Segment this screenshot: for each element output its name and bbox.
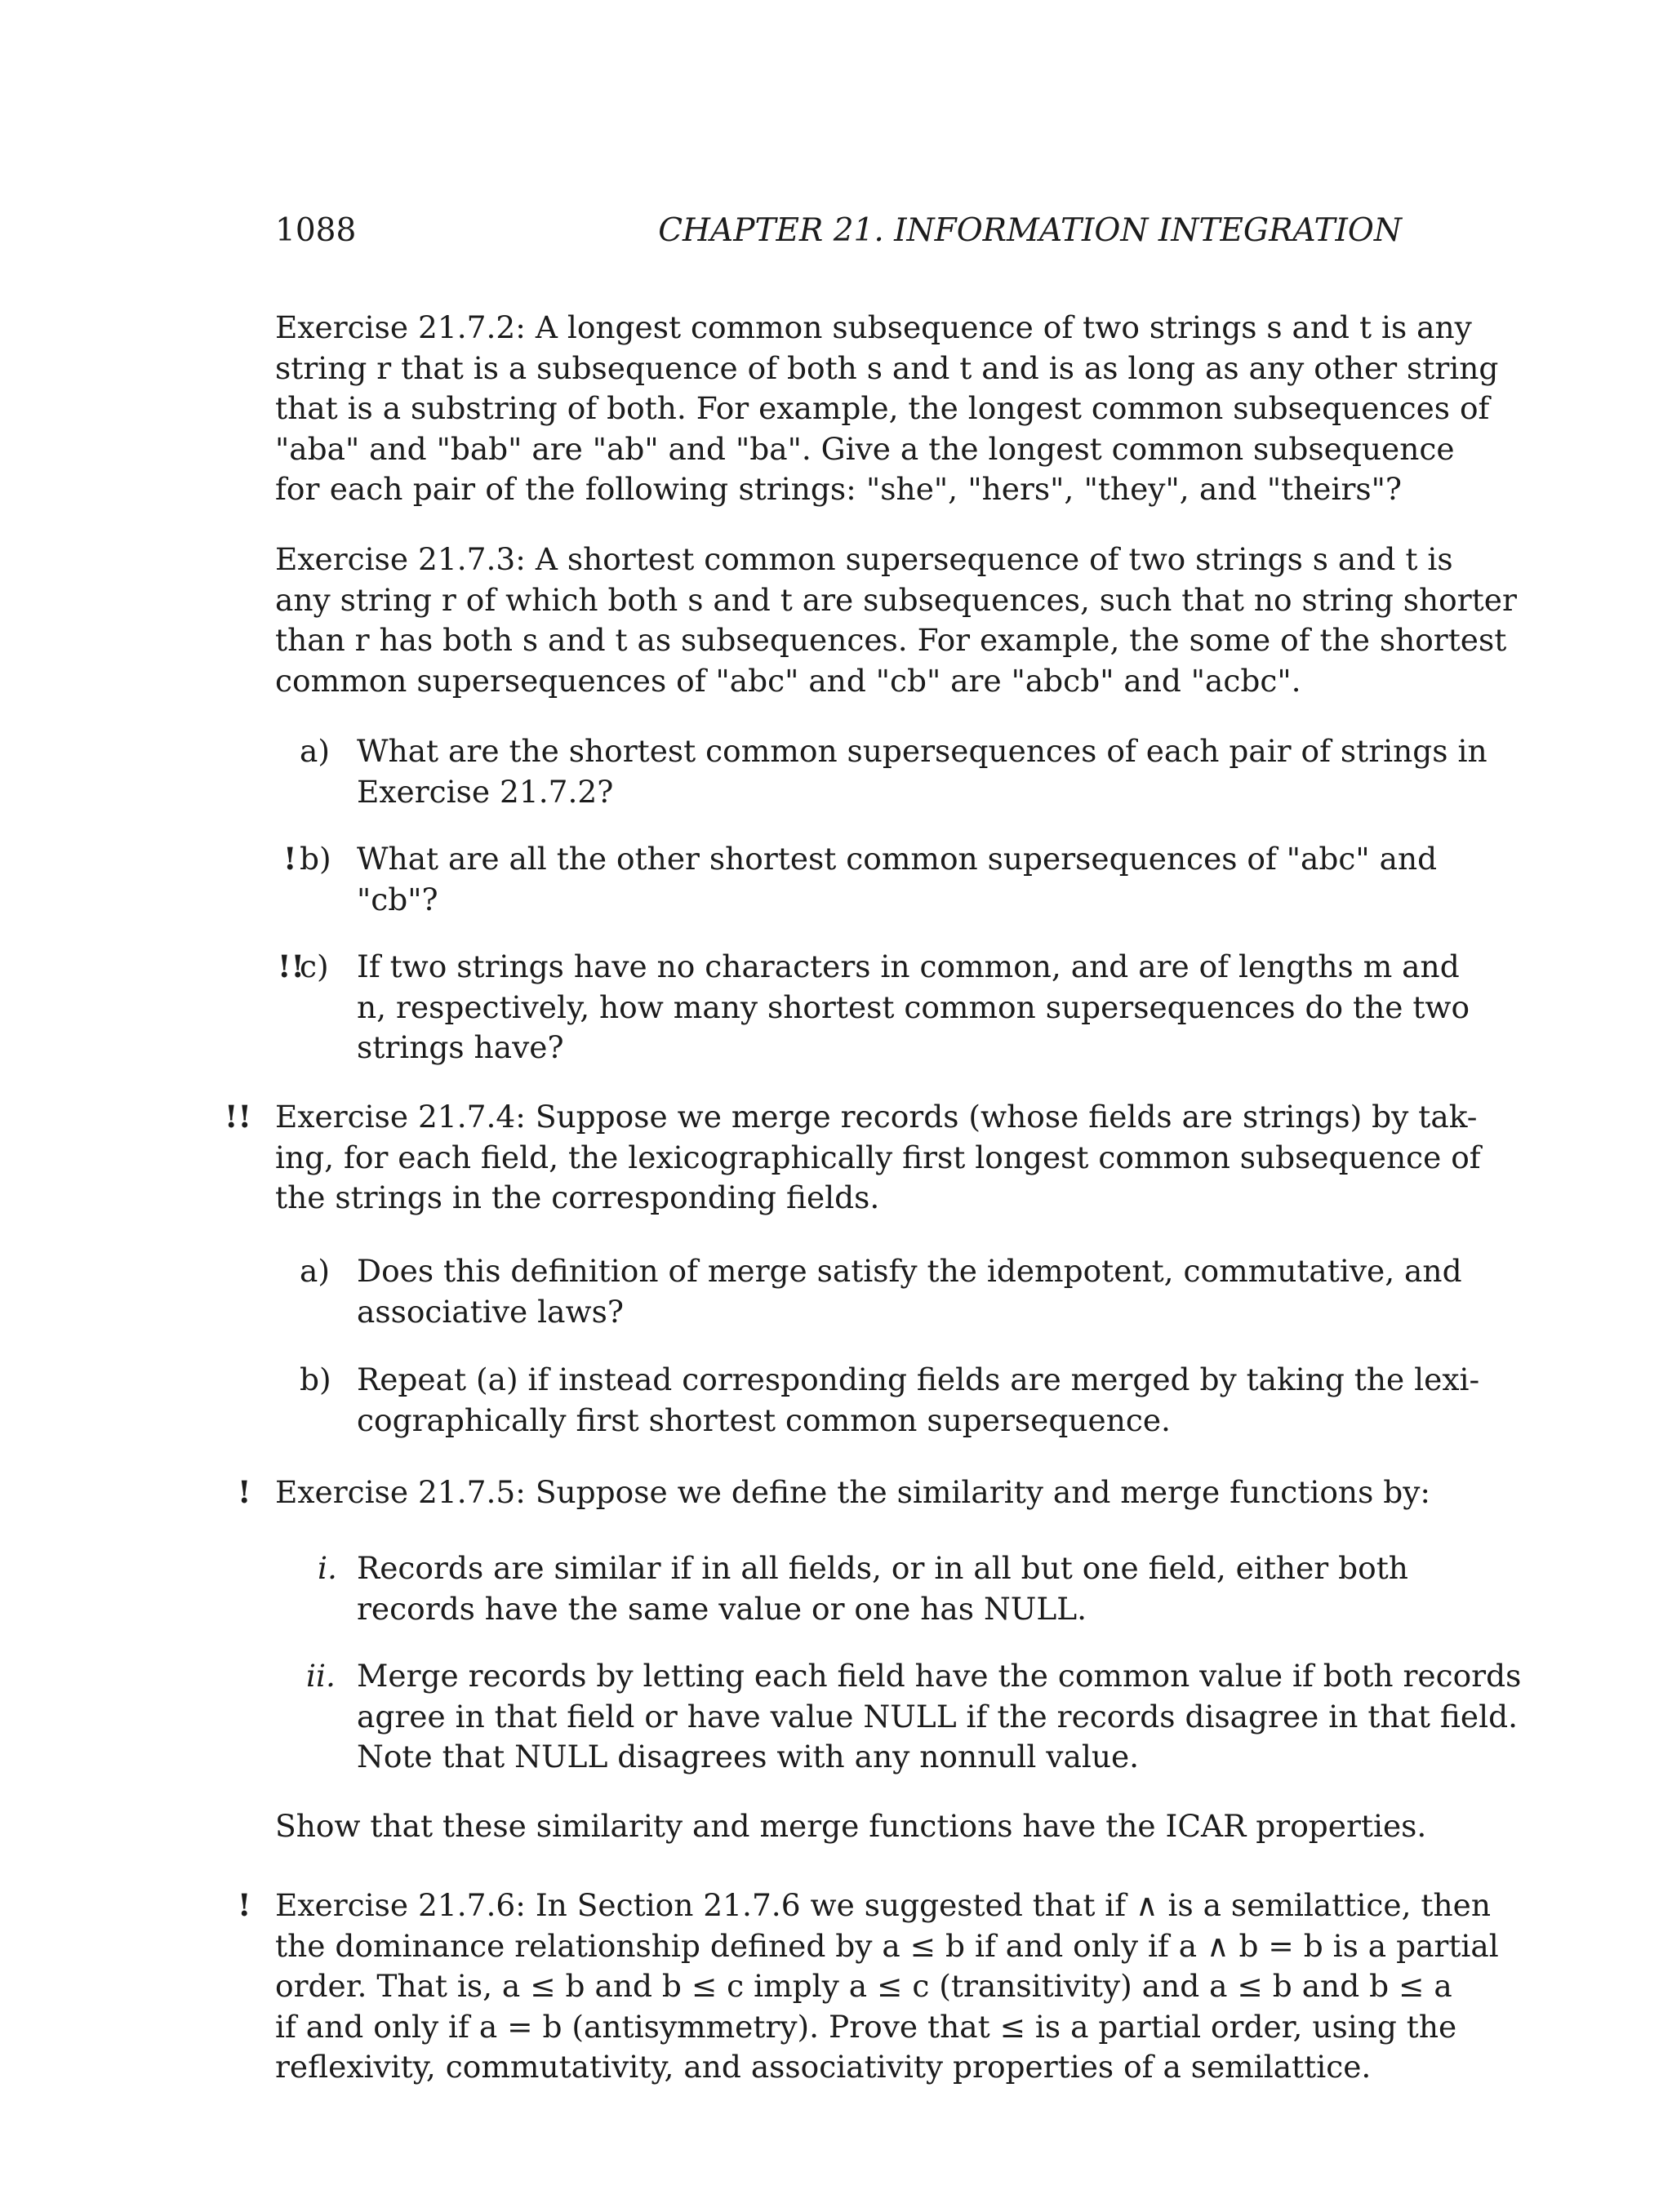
text-line: Merge records by letting each field have the common value if both records bbox=[357, 1658, 1522, 1694]
text-line: for each pair of the following strings: "she", "hers", "they", and "theirs"? bbox=[275, 471, 1402, 507]
difficulty-marker: !! bbox=[278, 948, 305, 984]
text-line: Repeat (a) if instead corresponding fields are merged by taking the lexi- bbox=[357, 1361, 1480, 1397]
text-line: n, respectively, how many shortest common supersequences do the two bbox=[357, 988, 1470, 1025]
text-line: Exercise 21.7.4: Suppose we merge records (whose fields are strings) by tak- bbox=[275, 1099, 1478, 1135]
exercise-21-7-5-item-ii bbox=[306, 1656, 1522, 1778]
text-line: the dominance relationship defined by a ≤ b if and only if a ∧ b = b is a partial bbox=[275, 1927, 1499, 1964]
text-line: records have the same value or one has NULL. bbox=[357, 1590, 1087, 1627]
text-line: Exercise 21.7.2? bbox=[357, 773, 614, 810]
text-line: common supersequences of "abc" and "cb" are "abcb" and "acbc". bbox=[275, 662, 1301, 699]
text-line: if and only if a = b (antisymmetry). Prove that ≤ is a partial order, using the bbox=[275, 2008, 1457, 2045]
text-line: reflexivity, commutativity, and associativity properties of a semilattice. bbox=[275, 2049, 1372, 2085]
text-line: Records are similar if in all fields, or in all but one field, either both bbox=[357, 1550, 1408, 1586]
page-header bbox=[275, 212, 1402, 261]
exercise-21-7-5-item-i bbox=[318, 1548, 1408, 1629]
text-line: Show that these similarity and merge functions have the ICAR properties. bbox=[275, 1808, 1427, 1844]
item-label: a) bbox=[300, 733, 330, 769]
text-line: agree in that field or have value NULL if the records disagree in that field. bbox=[357, 1698, 1519, 1735]
exercise-21-7-3-part-a bbox=[300, 731, 1487, 812]
item-label: b) bbox=[300, 1361, 331, 1397]
text-line: "cb"? bbox=[357, 881, 438, 917]
text-line: Exercise 21.7.6: In Section 21.7.6 we suggested that if ∧ is a semilattice, then bbox=[275, 1887, 1491, 1923]
text-line: than r has both s and t as subsequences. For example, the some of the shortest bbox=[275, 622, 1507, 658]
exercise-21-7-4-part-a bbox=[300, 1251, 1462, 1332]
exercise-21-7-3-part-c bbox=[278, 947, 1470, 1068]
item-label: i. bbox=[318, 1550, 337, 1586]
text-line: strings have? bbox=[357, 1029, 564, 1065]
text-line: order. That is, a ≤ b and b ≤ c imply a ≤ c (transitivity) and a ≤ b and b ≤ a bbox=[275, 1968, 1452, 2004]
text-line: What are the shortest common supersequences of each pair of strings in bbox=[357, 733, 1487, 769]
text-line: Note that NULL disagrees with any nonnull value. bbox=[357, 1739, 1140, 1774]
exercise-21-7-5 bbox=[238, 1472, 1431, 1513]
text-line: Does this definition of merge satisfy the idempotent, commutative, and bbox=[357, 1253, 1462, 1289]
text-line: string r that is a subsequence of both s and t and is as long as any other string bbox=[275, 349, 1499, 386]
page-number: 1088 bbox=[275, 212, 357, 249]
exercise-21-7-3-part-b bbox=[283, 839, 1438, 920]
text-line: that is a substring of both. For example, the longest common subsequences of bbox=[275, 390, 1490, 426]
text-line: cographically first shortest common supersequence. bbox=[357, 1401, 1171, 1438]
exercise-21-7-4-part-b bbox=[300, 1360, 1480, 1441]
item-label: a) bbox=[300, 1253, 330, 1289]
text-line: What are all the other shortest common supersequences of "abc" and bbox=[357, 841, 1438, 877]
text-line: Exercise 21.7.2: A longest common subsequence of two strings s and t is any bbox=[275, 309, 1472, 345]
text-line: any string r of which both s and t are subsequences, such that no string shorter bbox=[275, 581, 1517, 618]
text-line: Exercise 21.7.5: Suppose we define the similarity and merge functions by: bbox=[275, 1474, 1431, 1510]
item-label: b) bbox=[300, 841, 331, 877]
text-line: If two strings have no characters in common, and are of lengths m and bbox=[357, 948, 1460, 984]
text-line: the strings in the corresponding fields. bbox=[275, 1179, 880, 1215]
difficulty-marker: !! bbox=[225, 1099, 251, 1135]
exercise-21-7-5-conclusion bbox=[275, 1806, 1427, 1847]
exercise-21-7-4 bbox=[225, 1097, 1481, 1219]
chapter-title: CHAPTER 21. INFORMATION INTEGRATION bbox=[658, 212, 1402, 249]
difficulty-marker: ! bbox=[283, 841, 297, 877]
exercise-21-7-3 bbox=[275, 540, 1517, 701]
exercise-21-7-6 bbox=[238, 1886, 1499, 2088]
difficulty-marker: ! bbox=[238, 1474, 251, 1510]
text-line: "aba" and "bab" are "ab" and "ba". Give a the longest common subsequence bbox=[275, 430, 1455, 467]
exercise-21-7-2 bbox=[275, 308, 1499, 510]
text-line: Exercise 21.7.3: A shortest common supersequence of two strings s and t is bbox=[275, 541, 1453, 577]
difficulty-marker: ! bbox=[238, 1887, 251, 1923]
text-line: ing, for each field, the lexicographically first longest common subsequence of bbox=[275, 1139, 1481, 1175]
item-label: c) bbox=[300, 948, 329, 984]
text-line: associative laws? bbox=[357, 1293, 624, 1330]
item-label: ii. bbox=[306, 1658, 336, 1694]
